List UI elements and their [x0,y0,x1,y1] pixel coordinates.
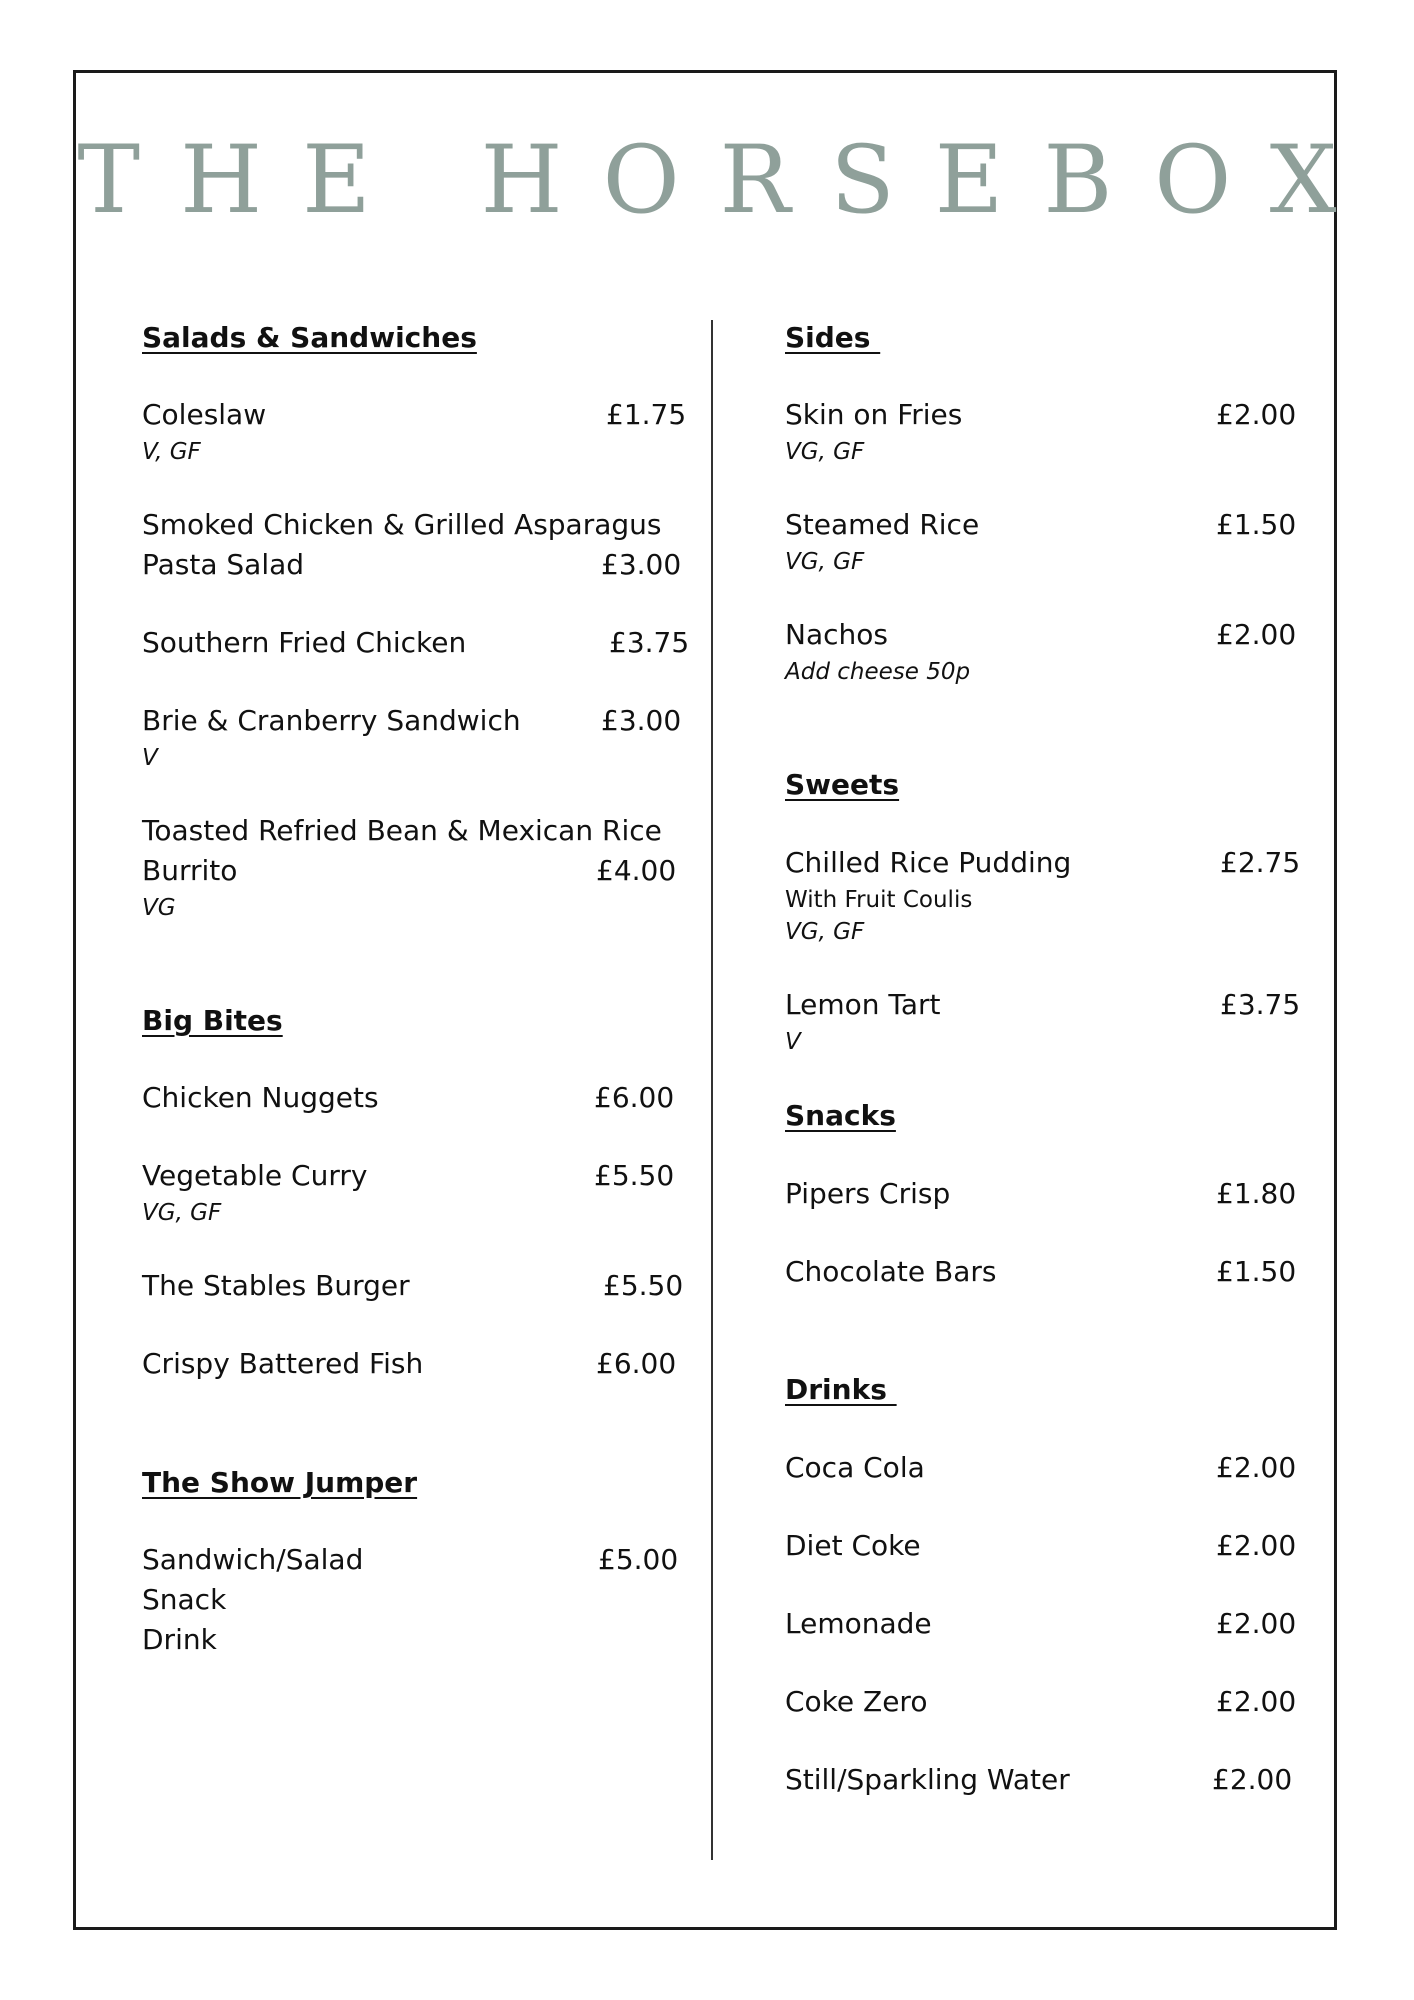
item-name-cont: Burrito [142,854,238,887]
item-price: £2.00 [1216,1451,1297,1484]
item-price: £2.00 [1216,398,1297,431]
item-price: £5.00 [598,1543,679,1576]
section-heading: Drinks [785,1373,897,1406]
item-price: £2.00 [1216,1607,1297,1640]
item-price: £4.00 [596,854,677,887]
item-price: £3.00 [601,548,682,581]
item-description: With Fruit Coulis [785,887,973,913]
item-price: £1.75 [606,398,687,431]
dietary-tag: VG, GF [785,439,865,465]
section-heading: Sweets [785,768,900,801]
section-heading: The Show Jumper [142,1466,418,1499]
item-name: Crispy Battered Fish [142,1347,424,1380]
item-name: Lemon Tart [785,988,941,1021]
item-name: Vegetable Curry [142,1159,368,1192]
item-price: £3.75 [609,626,690,659]
item-name: Brie & Cranberry Sandwich [142,704,521,737]
item-price: £5.50 [594,1159,675,1192]
item-name: Southern Fried Chicken [142,626,467,659]
section-heading: Sides [785,321,881,354]
dietary-tag: VG [142,895,176,921]
item-name: Still/Sparkling Water [785,1763,1070,1796]
menu-title: THE HORSEBOX [77,126,1377,235]
item-name: Coleslaw [142,398,267,431]
dietary-tag: V [142,745,158,771]
item-name: Skin on Fries [785,398,963,431]
item-name: Coca Cola [785,1451,925,1484]
column-divider [711,320,713,1860]
item-name: The Stables Burger [142,1269,410,1302]
item-price: £1.50 [1216,1255,1297,1288]
item-price: £3.00 [601,704,682,737]
item-name: Chocolate Bars [785,1255,997,1288]
item-name: Smoked Chicken & Grilled Asparagus [142,508,662,541]
item-price: £1.80 [1216,1177,1297,1210]
item-price: £6.00 [594,1081,675,1114]
item-price: £5.50 [603,1269,684,1302]
item-price: £2.00 [1212,1763,1293,1796]
item-name: Toasted Refried Bean & Mexican Rice [142,814,662,847]
section-heading: Big Bites [142,1004,283,1037]
item-name: Steamed Rice [785,508,980,541]
section-heading: Salads & Sandwiches [142,321,477,354]
item-name: Nachos [785,618,888,651]
dietary-tag: VG, GF [785,549,865,575]
item-price: £2.00 [1216,1685,1297,1718]
item-name-cont: Snack [142,1583,227,1616]
dietary-tag: V [785,1029,801,1055]
item-name: Chicken Nuggets [142,1081,379,1114]
item-price: £2.75 [1220,846,1301,879]
item-name-cont: Drink [142,1623,217,1656]
item-price: £3.75 [1220,988,1301,1021]
dietary-tag: VG, GF [785,919,865,945]
item-name: Sandwich/Salad [142,1543,364,1576]
item-price: £2.00 [1216,1529,1297,1562]
item-note: Add cheese 50p [785,659,971,685]
item-name: Diet Coke [785,1529,921,1562]
item-name: Pipers Crisp [785,1177,951,1210]
item-name-cont: Pasta Salad [142,548,305,581]
item-price: £2.00 [1216,618,1297,651]
dietary-tag: VG, GF [142,1200,222,1226]
item-price: £6.00 [596,1347,677,1380]
item-price: £1.50 [1216,508,1297,541]
dietary-tag: V, GF [142,439,201,465]
item-name: Coke Zero [785,1685,928,1718]
item-name: Chilled Rice Pudding [785,846,1072,879]
section-heading: Snacks [785,1099,896,1132]
item-name: Lemonade [785,1607,932,1640]
